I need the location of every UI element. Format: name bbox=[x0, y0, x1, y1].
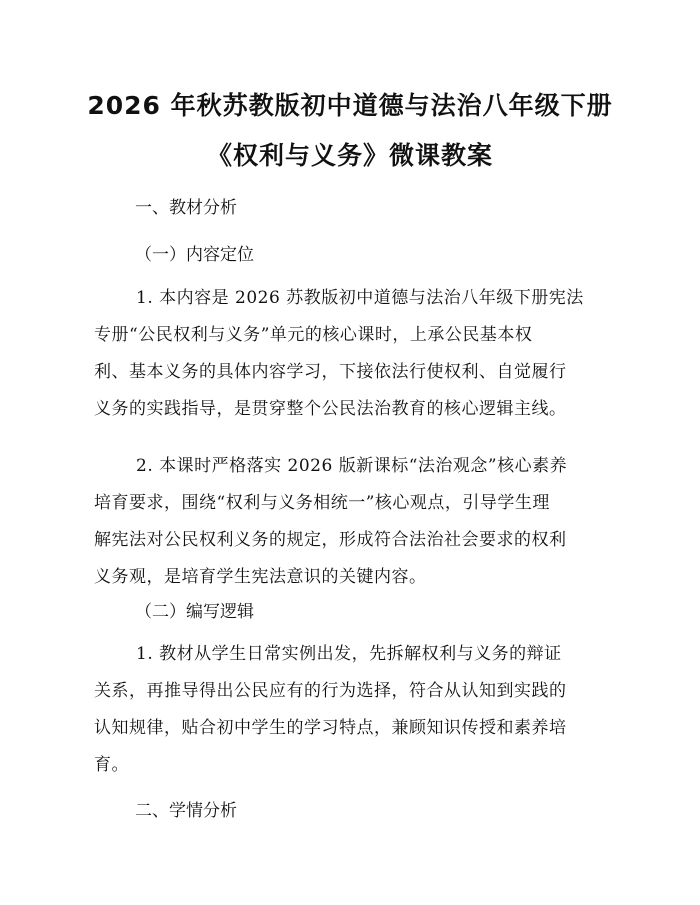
paragraph-line: 义务的实践指导，是贯穿整个公民法治教育的核心逻辑主线。 bbox=[94, 399, 567, 419]
paragraph-line: 1. 本内容是 2026 苏教版初中道德与法治八年级下册宪法 bbox=[136, 288, 584, 308]
paragraph-content-positioning-1 bbox=[94, 280, 614, 428]
paragraph-content-positioning-2 bbox=[94, 448, 614, 596]
paragraph-line: 育。 bbox=[94, 755, 129, 775]
paragraph-line: 培育要求，围绕“权利与义务相统一”核心观点，引导学生理 bbox=[94, 493, 550, 513]
paragraph-line: 认知规律，贴合初中学生的学习特点，兼顾知识传授和素养培 bbox=[94, 718, 567, 738]
paragraph-writing-logic-1 bbox=[94, 636, 614, 784]
subsection-heading-content-positioning: （一）内容定位 bbox=[135, 245, 254, 265]
paragraph-line: 解宪法对公民权利义务的规定，形成符合法治社会要求的权利 bbox=[94, 530, 567, 550]
section-heading-learner-analysis: 二、学情分析 bbox=[135, 801, 237, 821]
paragraph-line: 2. 本课时严格落实 2026 版新课标“法治观念”核心素养 bbox=[136, 456, 568, 476]
paragraph-line: 义务观，是培育学生宪法意识的关键内容。 bbox=[94, 567, 427, 587]
document-title-line-2: 《权利与义务》微课教案 bbox=[206, 141, 493, 170]
subsection-heading-writing-logic: （二）编写逻辑 bbox=[135, 602, 254, 622]
paragraph-line: 关系，再推导得出公民应有的行为选择，符合从认知到实践的 bbox=[94, 681, 567, 701]
paragraph-line: 利、基本义务的具体内容学习，下接依法行使权利、自觉履行 bbox=[94, 362, 567, 382]
section-heading-textbook-analysis: 一、教材分析 bbox=[135, 198, 237, 218]
paragraph-line: 1. 教材从学生日常实例出发，先拆解权利与义务的辩证 bbox=[136, 644, 562, 664]
paragraph-line: 专册“公民权利与义务”单元的核心课时，上承公民基本权 bbox=[94, 325, 533, 345]
document-title-line-1: 2026 年秋苏教版初中道德与法治八年级下册 bbox=[87, 91, 613, 120]
